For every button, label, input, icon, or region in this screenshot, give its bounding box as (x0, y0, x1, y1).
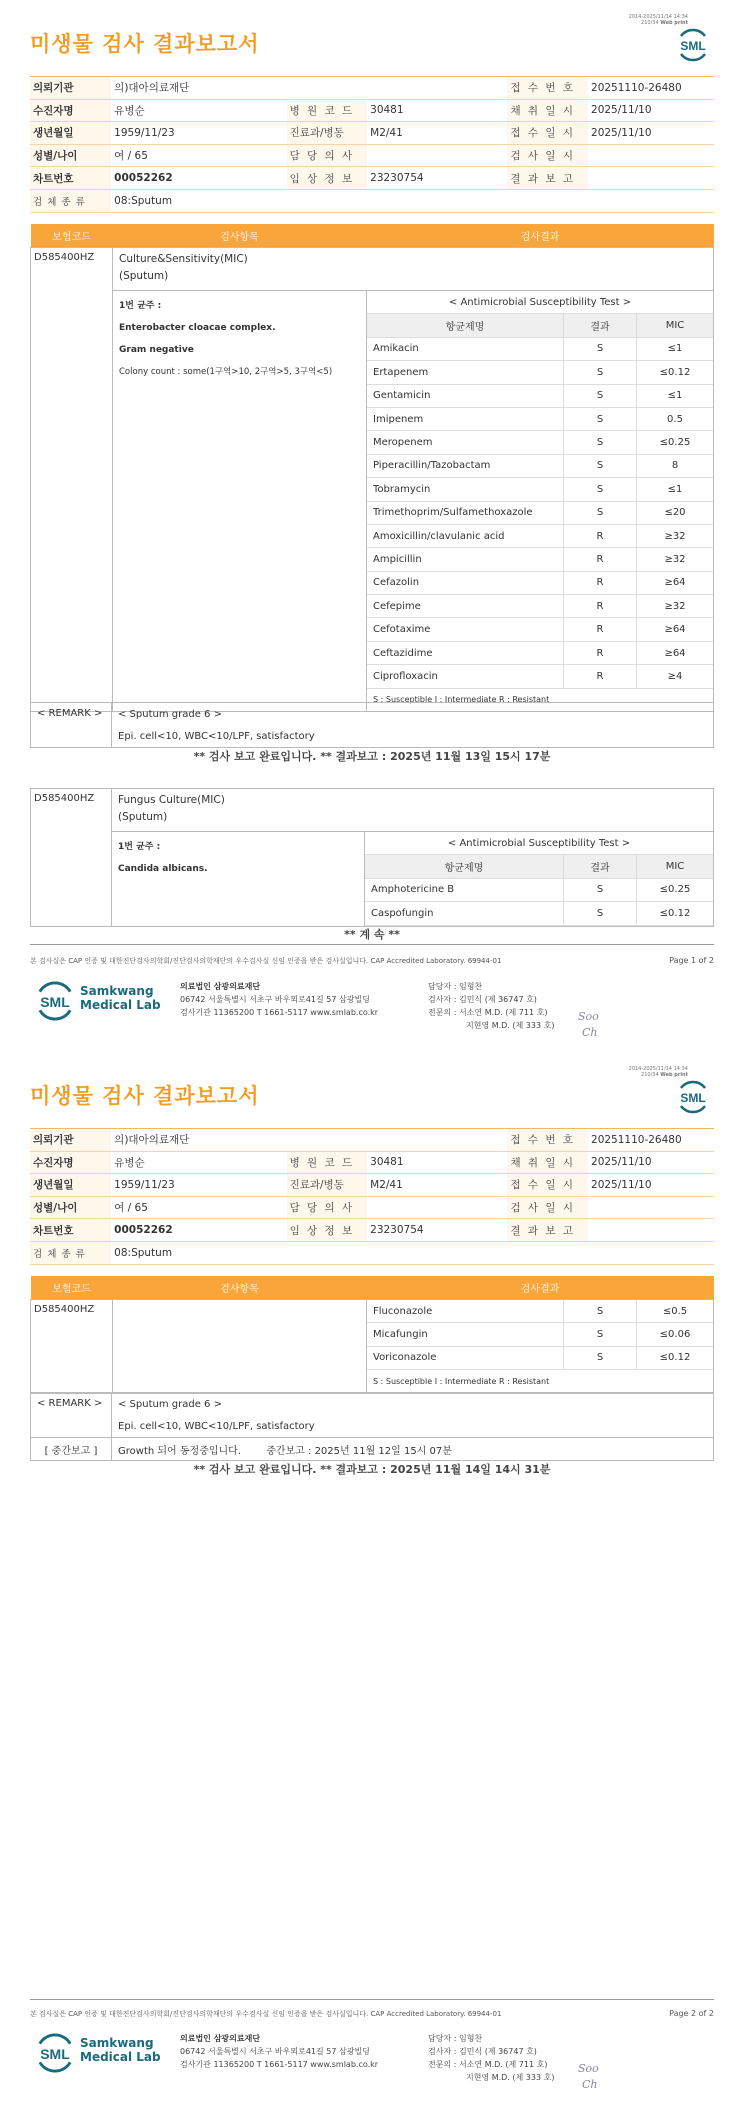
interim-label: [ 중간보고 ] (31, 1438, 112, 1461)
report-value-2 (588, 1219, 714, 1242)
remark-label-2: < REMARK > (31, 1393, 112, 1438)
collect-date-label-2: 채 취 일 시 (507, 1151, 588, 1174)
drug-row (367, 1346, 713, 1369)
specimen-label: 검 체 종 류 (30, 189, 111, 212)
sml-logo-icon (675, 27, 711, 63)
results-table-3 (30, 1276, 714, 1394)
remark-grade-2: < Sputum grade 6 > (112, 1393, 714, 1416)
drug-row (367, 618, 713, 641)
report-label-2: 결 과 보 고 (507, 1219, 588, 1242)
lab-staff-2: 담당자 : 임형찬 검사자 : 김민식 (제 36747 호) 전문의 : 서소연 M.D. (제 711 호) 지현영 M.D. (제 333 호) (428, 2034, 555, 2082)
test1-gram: Gram negative (119, 345, 194, 355)
ast-legend-2: S : Susceptible I : Intermediate R : Resistant (373, 1376, 550, 1386)
report-value (588, 167, 714, 190)
svg-text:SML: SML (680, 1091, 706, 1105)
doctor-label: 담 당 의 사 (287, 144, 368, 167)
lab-address-2: 의료법인 삼광의료재단 06742 서울특별시 서초구 바우뫼로41길 57 삼광빌딩 검사기관 11365200 T 1661-5117 www.smlab.co.kr (180, 2034, 379, 2069)
drug-mic: ≤1 (637, 384, 714, 407)
dept-label: 진료과/병동 (287, 122, 368, 145)
drug-result: R (564, 548, 637, 571)
test1-name: Culture&Sensitivity(MIC) (119, 253, 248, 265)
interim-text: Growth 되어 동정중입니다. (118, 1445, 242, 1457)
drug-row (367, 407, 713, 430)
patient-value: 유병순 (111, 99, 286, 122)
sml-footer-logo-icon-2 (34, 2032, 76, 2074)
test1-colony: Colony count : some(1구역>10, 2구역>5, 3구역<5) (119, 367, 333, 377)
drug-mic: ≤0.12 (637, 902, 714, 925)
patient-label: 수진자명 (30, 99, 111, 122)
drug-name: Gentamicin (367, 384, 564, 407)
test2-code-p2: D585400HZ (31, 1300, 113, 1394)
signature-2: Ch (582, 1026, 598, 1039)
drug-row (367, 1300, 713, 1323)
test-date-value-2 (588, 1196, 714, 1219)
drug-result: R (564, 595, 637, 618)
drug-mic: ≤1 (637, 337, 714, 360)
col2-result-header: 결과 (564, 855, 637, 878)
hospital-code-value: 30481 (367, 99, 507, 122)
drug-mic: 0.5 (637, 407, 714, 430)
patient-label-2: 수진자명 (30, 1151, 111, 1174)
report-title: 미생물 검사 결과보고서 (30, 32, 260, 56)
signature-3: Soo (578, 2062, 599, 2075)
test1-isolate-label: 1번 균주 : (119, 301, 162, 311)
drug-mic: ≤0.06 (637, 1323, 714, 1346)
dob-value: 1959/11/23 (111, 122, 286, 145)
footer-lab-block-2 (34, 2032, 76, 2077)
test1-organism: Enterobacter cloacae complex. (119, 323, 276, 333)
footer-divider-2 (30, 1999, 714, 2000)
drug-mic: ≤0.12 (637, 1346, 714, 1369)
test1-code: D585400HZ (31, 248, 113, 712)
remark-desc-2: Epi. cell<10, WBC<10/LPF, satisfactory (112, 1415, 714, 1438)
drug-result: R (564, 618, 637, 641)
collect-date-label: 채 취 일 시 (507, 99, 588, 122)
continued-note: ** 계 속 ** (344, 928, 400, 941)
signature-4: Ch (582, 2078, 598, 2091)
drug-mic: ≥64 (637, 571, 714, 594)
dept-value-2: M2/41 (367, 1174, 507, 1197)
dept-value: M2/41 (367, 122, 507, 145)
test-result-header-2: 검사결과 (367, 1276, 714, 1300)
hospital-code-label: 병 원 코 드 (287, 99, 368, 122)
drug-name: Imipenem (367, 407, 564, 430)
test1-specimen: (Sputum) (119, 270, 169, 282)
specimen-label-2: 검 체 종 류 (30, 1241, 111, 1264)
drug-row (367, 524, 713, 547)
drug-name: Ertapenem (367, 361, 564, 384)
drug-result: S (564, 454, 637, 477)
drug-name: Amoxicillin/clavulanic acid (367, 524, 564, 547)
drug-name: Cefepime (367, 595, 564, 618)
test-date-label: 검 사 일 시 (507, 144, 588, 167)
lab-staff-1: 담당자 : 임형찬 검사자 : 김민식 (제 36747 호) 전문의 : 서소연 M.D. (제 711 호) 지현영 M.D. (제 333 호) (428, 982, 555, 1030)
drug-result: R (564, 524, 637, 547)
test-result-header: 검사결과 (367, 224, 714, 248)
drug-name: Cefotaxime (367, 618, 564, 641)
test2-code: D585400HZ (31, 789, 112, 927)
req-org-value: 의)대아의료재단 (111, 77, 507, 100)
drug-row (367, 641, 713, 664)
doctor-value-2 (367, 1196, 507, 1219)
col2-drug-header: 항균제명 (365, 855, 564, 878)
patient-info-table-2 (30, 1128, 714, 1265)
remark-desc: Epi. cell<10, WBC<10/LPF, satisfactory (112, 725, 714, 748)
chart-value-2: 00052262 (111, 1219, 286, 1242)
report-complete-1: ** 검사 보고 완료입니다. ** 결과보고 : 2025년 11월 13일 15시 17분 (193, 750, 551, 763)
sml-footer-logo-icon (34, 980, 76, 1022)
col2-mic-header: MIC (637, 855, 714, 878)
req-org-label-2: 의뢰기관 (30, 1129, 111, 1152)
drug-mic: ≤0.12 (637, 361, 714, 384)
drug-result: S (564, 337, 637, 360)
drug-mic: ≥64 (637, 641, 714, 664)
drug-row (365, 878, 713, 901)
drug-row (367, 501, 713, 524)
drug-mic: ≤0.25 (637, 878, 714, 901)
drug-row (367, 595, 713, 618)
test2-specimen: (Sputum) (118, 811, 168, 823)
test1-organism-cell (113, 291, 367, 712)
drug-name: Fluconazole (367, 1300, 564, 1323)
receipt-date-label: 접 수 일 시 (507, 122, 588, 145)
drug-name: Cefazolin (367, 571, 564, 594)
hospital-code-label-2: 병 원 코 드 (287, 1151, 368, 1174)
drug-name: Meropenem (367, 431, 564, 454)
chart-label-2: 차트번호 (30, 1219, 111, 1242)
test-item-header: 검사항목 (113, 224, 367, 248)
receipt-no-value: 20251110-26480 (588, 77, 714, 100)
drug-result: S (564, 878, 637, 901)
drug-result: S (564, 407, 637, 430)
ast-table-2 (365, 832, 713, 926)
drug-mic: ≥32 (637, 524, 714, 547)
drug-row (367, 384, 713, 407)
drug-row (367, 1323, 713, 1346)
ast-table-3 (367, 1300, 713, 1393)
col-drug-header: 항균제명 (367, 314, 564, 337)
remark-grade: < Sputum grade 6 > (112, 703, 714, 726)
footer-lab-block-1 (34, 980, 76, 1025)
results-table-1 (30, 224, 714, 712)
clinical-value-2: 23230754 (367, 1219, 507, 1242)
drug-row (367, 665, 713, 688)
ast-title: < Antimicrobial Susceptibility Test > (367, 291, 713, 314)
test-item-header-2: 검사항목 (113, 1276, 367, 1300)
clinical-label-2: 임 상 정 보 (287, 1219, 368, 1242)
ast2-title: < Antimicrobial Susceptibility Test > (365, 832, 713, 855)
results-table-2 (30, 788, 714, 927)
remark-table-2 (30, 1392, 714, 1461)
collect-date-value-2: 2025/11/10 (588, 1151, 714, 1174)
dept-label-2: 진료과/병동 (287, 1174, 368, 1197)
drug-name: Ampicillin (367, 548, 564, 571)
drug-mic: ≤1 (637, 478, 714, 501)
cap-note-2: 본 검사실은 CAP 인증 및 대한진단검사의학회/진단검사의학재단의 우수검사실 신임 인증을 받은 검사실입니다. CAP Accredited Laboratory. 69944-01 (30, 2010, 502, 2018)
receipt-no-label-2: 접 수 번 호 (507, 1129, 588, 1152)
specimen-value: 08:Sputum (111, 189, 714, 212)
cap-note: 본 검사실은 CAP 인증 및 대한진단검사의학회/진단검사의학재단의 우수검사실 신임 인증을 받은 검사실입니다. CAP Accredited Laboratory. 69944-01 (30, 957, 502, 965)
drug-name: Tobramycin (367, 478, 564, 501)
test2-name: Fungus Culture(MIC) (118, 794, 225, 806)
receipt-date-value: 2025/11/10 (588, 122, 714, 145)
drug-result: R (564, 571, 637, 594)
drug-result: S (564, 361, 637, 384)
report-complete-2: ** 검사 보고 완료입니다. ** 결과보고 : 2025년 11월 14일 14시 31분 (193, 1463, 551, 1476)
drug-result: R (564, 641, 637, 664)
svg-text:SML: SML (40, 2045, 70, 2062)
drug-result: S (564, 431, 637, 454)
drug-name: Amphotericine B (365, 878, 564, 901)
drug-result: S (564, 384, 637, 407)
drug-mic: ≤0.5 (637, 1300, 714, 1323)
drug-row (365, 902, 713, 925)
chart-value: 00052262 (111, 167, 286, 190)
drug-result: S (564, 902, 637, 925)
footer-divider (30, 944, 714, 945)
sex-age-label-2: 성별/나이 (30, 1196, 111, 1219)
drug-result: S (564, 1300, 637, 1323)
remark-label: < REMARK > (31, 703, 112, 748)
insurance-code-header-2: 보험코드 (31, 1276, 113, 1300)
drug-result: S (564, 478, 637, 501)
test2-empty-cell (113, 1300, 367, 1394)
test2-isolate-label: 1번 균주 : (118, 842, 161, 852)
drug-name: Amikacin (367, 337, 564, 360)
collect-date-value: 2025/11/10 (588, 99, 714, 122)
drug-name: Caspofungin (365, 902, 564, 925)
drug-result: S (564, 1346, 637, 1369)
test-date-label-2: 검 사 일 시 (507, 1196, 588, 1219)
drug-name: Ceftazidime (367, 641, 564, 664)
hospital-code-value-2: 30481 (367, 1151, 507, 1174)
sex-age-value: 여 / 65 (111, 144, 286, 167)
drug-result: S (564, 501, 637, 524)
dob-label-2: 생년월일 (30, 1174, 111, 1197)
specimen-value-2: 08:Sputum (111, 1241, 714, 1264)
drug-row (367, 478, 713, 501)
lab-name-2: Samkwang Medical Lab (80, 2036, 161, 2064)
drug-mic: 8 (637, 454, 714, 477)
svg-text:SML: SML (40, 993, 70, 1010)
drug-mic: ≤0.25 (637, 431, 714, 454)
drug-name: Trimethoprim/Sulfamethoxazole (367, 501, 564, 524)
signature-1: Soo (578, 1010, 599, 1023)
drug-row (367, 454, 713, 477)
receipt-date-label-2: 접 수 일 시 (507, 1174, 588, 1197)
receipt-no-value-2: 20251110-26480 (588, 1129, 714, 1152)
drug-row (367, 361, 713, 384)
report-title-2: 미생물 검사 결과보고서 (30, 1084, 260, 1108)
print-stamp: 2014-2025/11/14 14:34 210/34 Web print (628, 14, 688, 26)
patient-info-table (30, 76, 714, 213)
receipt-no-label: 접 수 번 호 (507, 77, 588, 100)
clinical-value: 23230754 (367, 167, 507, 190)
drug-row (367, 548, 713, 571)
page-number-2: Page 2 of 2 (669, 2009, 714, 2018)
ast-table-1 (367, 291, 713, 711)
doctor-value (367, 144, 507, 167)
test2-organism: Candida albicans. (118, 864, 208, 874)
test-date-value (588, 144, 714, 167)
dob-label: 생년월일 (30, 122, 111, 145)
drug-result: S (564, 1323, 637, 1346)
chart-label: 차트번호 (30, 167, 111, 190)
page-number: Page 1 of 2 (669, 956, 714, 965)
receipt-date-value-2: 2025/11/10 (588, 1174, 714, 1197)
svg-text:SML: SML (680, 39, 706, 53)
patient-value-2: 유병순 (111, 1151, 286, 1174)
drug-mic: ≥32 (637, 595, 714, 618)
print-stamp-2: 2014-2025/11/14 14:34 210/34 Web print (628, 1066, 688, 1078)
drug-mic: ≥32 (637, 548, 714, 571)
clinical-label: 임 상 정 보 (287, 167, 368, 190)
drug-mic: ≤20 (637, 501, 714, 524)
drug-mic: ≥64 (637, 618, 714, 641)
drug-name: Ciprofloxacin (367, 665, 564, 688)
req-org-value-2: 의)대아의료재단 (111, 1129, 507, 1152)
doctor-label-2: 담 당 의 사 (287, 1196, 368, 1219)
lab-address-1: 의료법인 삼광의료재단 06742 서울특별시 서초구 바우뫼로41길 57 삼광빌딩 검사기관 11365200 T 1661-5117 www.smlab.co.kr (180, 982, 379, 1017)
lab-name: Samkwang Medical Lab (80, 984, 161, 1012)
drug-name: Micafungin (367, 1323, 564, 1346)
req-org-label: 의뢰기관 (30, 77, 111, 100)
drug-row (367, 337, 713, 360)
drug-mic: ≥4 (637, 665, 714, 688)
sex-age-value-2: 여 / 65 (111, 1196, 286, 1219)
drug-name: Piperacillin/Tazobactam (367, 454, 564, 477)
remark-table-1 (30, 702, 714, 748)
col-result-header: 결과 (564, 314, 637, 337)
test2-organism-cell (112, 832, 365, 927)
drug-row (367, 431, 713, 454)
col-mic-header: MIC (637, 314, 714, 337)
drug-result: R (564, 665, 637, 688)
sex-age-label: 성별/나이 (30, 144, 111, 167)
insurance-code-header: 보험코드 (31, 224, 113, 248)
dob-value-2: 1959/11/23 (111, 1174, 286, 1197)
sml-logo-icon-2 (675, 1079, 711, 1115)
drug-row (367, 571, 713, 594)
drug-name: Voriconazole (367, 1346, 564, 1369)
interim-time: 중간보고 : 2025년 11월 12일 15시 07분 (266, 1445, 452, 1457)
report-label: 결 과 보 고 (507, 167, 588, 190)
ast-legend: S : Susceptible I : Intermediate R : Resistant (373, 695, 550, 705)
